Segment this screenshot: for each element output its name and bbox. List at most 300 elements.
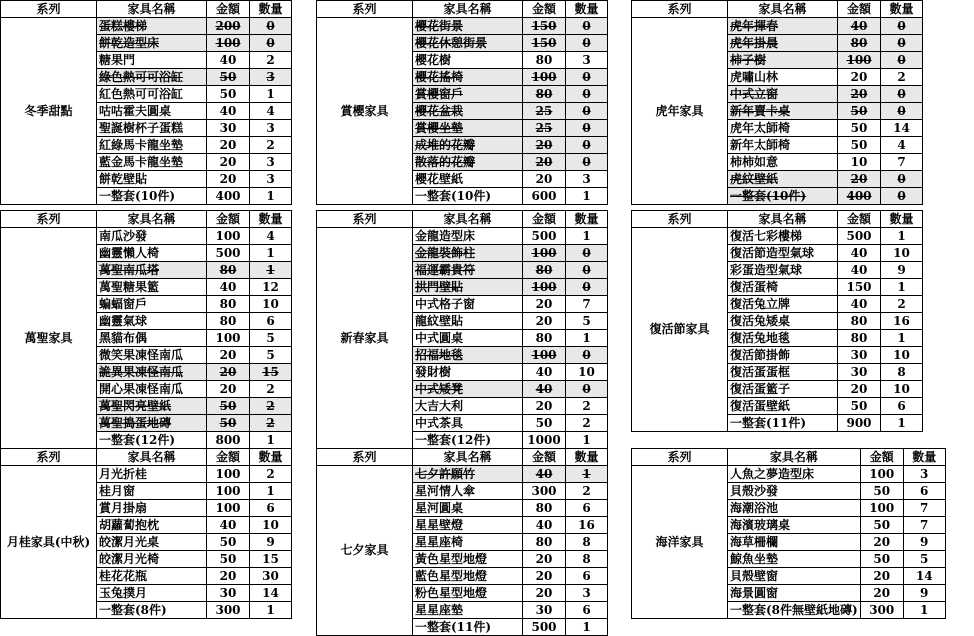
item-price: 30 xyxy=(838,347,881,364)
item-name: 人魚之夢造型床 xyxy=(728,466,861,483)
series-name: 冬季甜點 xyxy=(1,18,97,205)
item-price: 20 xyxy=(860,534,903,551)
item-price: 20 xyxy=(838,69,881,86)
item-name: 微笑果凍怪南瓜 xyxy=(97,347,207,364)
series-table xyxy=(316,210,608,449)
series-table xyxy=(0,448,292,619)
item-price: 100 xyxy=(523,69,566,86)
header-row xyxy=(317,449,608,466)
header-name: 家具名稱 xyxy=(728,449,861,466)
item-price: 20 xyxy=(860,568,903,585)
item-qty: 1 xyxy=(250,188,292,205)
item-name: 柿子樹 xyxy=(728,52,838,69)
item-qty: 4 xyxy=(881,137,923,154)
item-name: 蝙蝠窗戶 xyxy=(97,296,207,313)
header-price: 金額 xyxy=(523,1,566,18)
item-price: 20 xyxy=(207,171,250,188)
item-name: 復活節造型氣球 xyxy=(728,245,838,262)
item-qty: 12 xyxy=(250,279,292,296)
item-price: 500 xyxy=(523,228,566,245)
item-qty: 0 xyxy=(250,35,292,52)
item-name: 一整套(8件) xyxy=(97,602,207,619)
item-qty: 0 xyxy=(881,86,923,103)
header-name: 家具名稱 xyxy=(413,449,523,466)
item-name: 中式格子窗 xyxy=(413,296,523,313)
item-qty: 1 xyxy=(250,86,292,103)
item-name: 復活兔立牌 xyxy=(728,296,838,313)
item-name: 星星座墊 xyxy=(413,602,523,619)
item-price: 40 xyxy=(207,279,250,296)
item-qty: 1 xyxy=(881,330,923,347)
item-price: 40 xyxy=(838,296,881,313)
item-qty: 6 xyxy=(566,602,608,619)
item-qty: 2 xyxy=(566,398,608,415)
header-series: 系列 xyxy=(317,1,413,18)
item-price: 50 xyxy=(838,398,881,415)
item-qty: 0 xyxy=(881,103,923,120)
header-qty: 數量 xyxy=(250,1,292,18)
item-name: 黃色星型地燈 xyxy=(413,551,523,568)
item-qty: 0 xyxy=(566,279,608,296)
header-price: 金額 xyxy=(523,211,566,228)
item-price: 50 xyxy=(860,483,903,500)
item-qty: 0 xyxy=(566,381,608,398)
item-name: 櫻花盆栽 xyxy=(413,103,523,120)
item-name: 紅色熱可可浴缸 xyxy=(97,86,207,103)
item-name: 彩蛋造型氣球 xyxy=(728,262,838,279)
item-name: 中式圓桌 xyxy=(413,330,523,347)
item-price: 50 xyxy=(207,69,250,86)
item-name: 櫻花休憩街景 xyxy=(413,35,523,52)
item-qty: 15 xyxy=(250,551,292,568)
item-price: 800 xyxy=(207,432,250,449)
item-name: 星河情人傘 xyxy=(413,483,523,500)
item-price: 50 xyxy=(860,517,903,534)
item-price: 80 xyxy=(523,52,566,69)
series-name: 復活節家具 xyxy=(632,228,728,432)
header-qty: 數量 xyxy=(566,1,608,18)
item-qty: 1 xyxy=(566,330,608,347)
item-price: 80 xyxy=(207,296,250,313)
item-name: 新年太師椅 xyxy=(728,137,838,154)
item-name: 七夕許願竹 xyxy=(413,466,523,483)
item-qty: 10 xyxy=(250,517,292,534)
item-qty: 1 xyxy=(566,432,608,449)
item-price: 25 xyxy=(523,120,566,137)
item-qty: 3 xyxy=(250,120,292,137)
item-name: 星河圓桌 xyxy=(413,500,523,517)
header-row xyxy=(317,211,608,228)
item-price: 50 xyxy=(207,86,250,103)
item-price: 20 xyxy=(523,568,566,585)
item-price: 100 xyxy=(207,330,250,347)
item-name: 貝殼壁窗 xyxy=(728,568,861,585)
item-price: 20 xyxy=(523,313,566,330)
item-price: 150 xyxy=(523,18,566,35)
item-price: 300 xyxy=(523,483,566,500)
item-price: 30 xyxy=(207,120,250,137)
item-qty: 1 xyxy=(881,415,923,432)
item-price: 50 xyxy=(838,103,881,120)
item-name: 一整套(10件) xyxy=(728,188,838,205)
item-qty: 3 xyxy=(250,69,292,86)
item-name: 紅綠馬卡龍坐墊 xyxy=(97,137,207,154)
item-qty: 0 xyxy=(881,52,923,69)
item-price: 80 xyxy=(838,313,881,330)
item-name: 賞櫻窗戶 xyxy=(413,86,523,103)
item-qty: 2 xyxy=(250,137,292,154)
item-price: 40 xyxy=(838,245,881,262)
item-qty: 1 xyxy=(566,228,608,245)
item-name: 復活蛋椅 xyxy=(728,279,838,296)
item-name: 月光折桂 xyxy=(97,466,207,483)
item-price: 150 xyxy=(523,35,566,52)
item-name: 桂月窗 xyxy=(97,483,207,500)
item-name: 新年賣卡桌 xyxy=(728,103,838,120)
item-name: 福運霸貴符 xyxy=(413,262,523,279)
item-price: 20 xyxy=(523,154,566,171)
table-row xyxy=(317,228,608,245)
item-name: 復活蛋籃子 xyxy=(728,381,838,398)
item-name: 櫻花樹 xyxy=(413,52,523,69)
series-table xyxy=(316,448,608,636)
item-name: 皎潔月光椅 xyxy=(97,551,207,568)
item-qty: 14 xyxy=(250,585,292,602)
series-name: 虎年家具 xyxy=(632,18,728,205)
item-qty: 0 xyxy=(566,262,608,279)
item-name: 玉兔撲月 xyxy=(97,585,207,602)
item-name: 綠色熱可可浴缸 xyxy=(97,69,207,86)
header-price: 金額 xyxy=(207,1,250,18)
item-name: 龍紋壁貼 xyxy=(413,313,523,330)
item-qty: 5 xyxy=(903,551,945,568)
item-qty: 8 xyxy=(566,551,608,568)
item-name: 發財樹 xyxy=(413,364,523,381)
item-price: 80 xyxy=(523,330,566,347)
item-name: 海濱玻璃桌 xyxy=(728,517,861,534)
item-price: 30 xyxy=(207,585,250,602)
header-qty: 數量 xyxy=(903,449,945,466)
item-name: 萬聖閃亮壁紙 xyxy=(97,398,207,415)
item-qty: 1 xyxy=(566,188,608,205)
item-qty: 6 xyxy=(566,500,608,517)
item-name: 櫻花壁紙 xyxy=(413,171,523,188)
item-name: 鯨魚坐墊 xyxy=(728,551,861,568)
item-name: 海潮浴池 xyxy=(728,500,861,517)
item-name: 胡蘿蔔抱枕 xyxy=(97,517,207,534)
header-series: 系列 xyxy=(632,1,728,18)
item-price: 20 xyxy=(860,585,903,602)
series-table xyxy=(631,448,946,619)
item-name: 一整套(11件) xyxy=(728,415,838,432)
header-qty: 數量 xyxy=(566,449,608,466)
item-qty: 9 xyxy=(250,534,292,551)
item-qty: 1 xyxy=(566,619,608,636)
item-name: 幽靈氣球 xyxy=(97,313,207,330)
item-qty: 2 xyxy=(250,415,292,432)
series-table xyxy=(0,210,292,449)
header-row xyxy=(1,211,292,228)
item-name: 咕咕霍夫圓桌 xyxy=(97,103,207,120)
item-name: 櫻花搖椅 xyxy=(413,69,523,86)
item-qty: 10 xyxy=(250,296,292,313)
item-price: 100 xyxy=(523,347,566,364)
item-price: 25 xyxy=(523,103,566,120)
header-row xyxy=(632,211,923,228)
item-qty: 2 xyxy=(250,52,292,69)
item-qty: 3 xyxy=(566,52,608,69)
item-price: 200 xyxy=(207,18,250,35)
item-qty: 1 xyxy=(250,432,292,449)
item-name: 星星座椅 xyxy=(413,534,523,551)
header-name: 家具名稱 xyxy=(97,449,207,466)
item-qty: 10 xyxy=(566,364,608,381)
item-name: 虎年掛晨 xyxy=(728,35,838,52)
item-qty: 1 xyxy=(881,228,923,245)
header-series: 系列 xyxy=(1,449,97,466)
item-qty: 10 xyxy=(881,347,923,364)
table-row xyxy=(317,18,608,35)
item-price: 40 xyxy=(523,364,566,381)
item-qty: 2 xyxy=(250,398,292,415)
item-qty: 16 xyxy=(566,517,608,534)
item-price: 40 xyxy=(207,517,250,534)
series-name: 月桂家具(中秋) xyxy=(1,466,97,619)
item-price: 100 xyxy=(207,228,250,245)
item-name: 中式茶具 xyxy=(413,415,523,432)
item-name: 復活節掛飾 xyxy=(728,347,838,364)
item-qty: 2 xyxy=(881,296,923,313)
item-price: 20 xyxy=(523,137,566,154)
item-price: 40 xyxy=(838,262,881,279)
series-table xyxy=(631,210,923,432)
item-qty: 8 xyxy=(566,534,608,551)
item-price: 80 xyxy=(523,86,566,103)
item-name: 賞月掛扇 xyxy=(97,500,207,517)
item-name: 一整套(8件無壁紙地磚) xyxy=(728,602,861,619)
header-qty: 數量 xyxy=(881,1,923,18)
header-row xyxy=(317,1,608,18)
item-name: 虎嘯山林 xyxy=(728,69,838,86)
item-name: 柿柿如意 xyxy=(728,154,838,171)
item-qty: 0 xyxy=(566,347,608,364)
item-name: 餅乾造型床 xyxy=(97,35,207,52)
item-price: 30 xyxy=(523,602,566,619)
item-name: 萬聖糖果籃 xyxy=(97,279,207,296)
item-name: 蛋糕樓梯 xyxy=(97,18,207,35)
item-name: 復活兔地毯 xyxy=(728,330,838,347)
item-price: 150 xyxy=(838,279,881,296)
item-qty: 1 xyxy=(250,483,292,500)
item-name: 黑貓布偶 xyxy=(97,330,207,347)
item-price: 20 xyxy=(523,585,566,602)
table-row xyxy=(1,228,292,245)
header-row xyxy=(1,449,292,466)
item-qty: 1 xyxy=(881,279,923,296)
item-qty: 6 xyxy=(250,313,292,330)
table-row xyxy=(632,228,923,245)
item-price: 900 xyxy=(838,415,881,432)
item-name: 聖誕樹杯子蛋糕 xyxy=(97,120,207,137)
item-qty: 0 xyxy=(881,171,923,188)
item-price: 500 xyxy=(838,228,881,245)
item-price: 100 xyxy=(207,500,250,517)
item-name: 復活七彩樓梯 xyxy=(728,228,838,245)
item-qty: 14 xyxy=(881,120,923,137)
item-qty: 0 xyxy=(566,154,608,171)
item-name: 一整套(10件) xyxy=(97,188,207,205)
item-name: 海草柵欄 xyxy=(728,534,861,551)
item-qty: 10 xyxy=(881,381,923,398)
item-name: 成堆的花瓣 xyxy=(413,137,523,154)
item-price: 100 xyxy=(860,500,903,517)
item-price: 10 xyxy=(838,154,881,171)
item-name: 招福地毯 xyxy=(413,347,523,364)
item-price: 40 xyxy=(207,103,250,120)
header-price: 金額 xyxy=(838,1,881,18)
item-qty: 0 xyxy=(566,120,608,137)
item-name: 一整套(10件) xyxy=(413,188,523,205)
item-name: 一整套(12件) xyxy=(97,432,207,449)
header-name: 家具名稱 xyxy=(728,1,838,18)
item-price: 40 xyxy=(838,18,881,35)
item-price: 100 xyxy=(860,466,903,483)
item-price: 20 xyxy=(523,296,566,313)
item-qty: 5 xyxy=(566,313,608,330)
item-price: 20 xyxy=(207,347,250,364)
series-name: 新春家具 xyxy=(317,228,413,449)
item-qty: 0 xyxy=(566,245,608,262)
item-price: 20 xyxy=(838,381,881,398)
item-qty: 9 xyxy=(881,262,923,279)
item-name: 虎紋壁紙 xyxy=(728,171,838,188)
item-qty: 8 xyxy=(881,364,923,381)
item-price: 80 xyxy=(523,262,566,279)
item-qty: 9 xyxy=(903,585,945,602)
table-row xyxy=(632,18,923,35)
item-qty: 0 xyxy=(566,86,608,103)
item-price: 50 xyxy=(523,415,566,432)
item-name: 中式矮凳 xyxy=(413,381,523,398)
item-qty: 3 xyxy=(566,585,608,602)
item-qty: 2 xyxy=(250,381,292,398)
item-qty: 16 xyxy=(881,313,923,330)
item-qty: 6 xyxy=(250,500,292,517)
item-qty: 3 xyxy=(250,171,292,188)
item-name: 大吉大利 xyxy=(413,398,523,415)
item-name: 餅乾壁貼 xyxy=(97,171,207,188)
header-price: 金額 xyxy=(523,449,566,466)
item-price: 50 xyxy=(207,534,250,551)
item-price: 300 xyxy=(207,602,250,619)
item-price: 50 xyxy=(860,551,903,568)
item-price: 500 xyxy=(523,619,566,636)
item-qty: 3 xyxy=(250,154,292,171)
item-name: 復活蛋壁紙 xyxy=(728,398,838,415)
item-price: 50 xyxy=(207,551,250,568)
item-price: 80 xyxy=(838,35,881,52)
item-price: 20 xyxy=(207,568,250,585)
item-name: 一整套(11件) xyxy=(413,619,523,636)
item-qty: 5 xyxy=(250,347,292,364)
header-name: 家具名稱 xyxy=(413,1,523,18)
header-qty: 數量 xyxy=(250,211,292,228)
item-price: 20 xyxy=(838,86,881,103)
item-price: 400 xyxy=(207,188,250,205)
series-table xyxy=(0,0,292,205)
item-price: 80 xyxy=(207,262,250,279)
item-name: 復活兔矮桌 xyxy=(728,313,838,330)
item-price: 40 xyxy=(523,517,566,534)
item-qty: 2 xyxy=(881,69,923,86)
header-qty: 數量 xyxy=(250,449,292,466)
header-name: 家具名稱 xyxy=(413,211,523,228)
item-name: 幽靈懶人椅 xyxy=(97,245,207,262)
item-qty: 0 xyxy=(566,18,608,35)
item-qty: 1 xyxy=(566,466,608,483)
item-price: 100 xyxy=(523,245,566,262)
item-name: 南瓜沙發 xyxy=(97,228,207,245)
item-qty: 5 xyxy=(250,330,292,347)
item-qty: 2 xyxy=(250,466,292,483)
item-qty: 6 xyxy=(566,568,608,585)
item-qty: 7 xyxy=(903,500,945,517)
header-series: 系列 xyxy=(1,1,97,18)
item-qty: 9 xyxy=(903,534,945,551)
item-name: 開心果凍怪南瓜 xyxy=(97,381,207,398)
item-name: 復活蛋蛋框 xyxy=(728,364,838,381)
item-name: 拱門壁貼 xyxy=(413,279,523,296)
item-price: 600 xyxy=(523,188,566,205)
item-name: 一整套(12件) xyxy=(413,432,523,449)
item-name: 貝殼沙發 xyxy=(728,483,861,500)
item-price: 20 xyxy=(838,171,881,188)
item-price: 40 xyxy=(523,381,566,398)
header-price: 金額 xyxy=(207,449,250,466)
item-qty: 14 xyxy=(903,568,945,585)
item-price: 100 xyxy=(838,52,881,69)
item-price: 20 xyxy=(207,381,250,398)
item-price: 300 xyxy=(860,602,903,619)
item-name: 金龍裝飾柱 xyxy=(413,245,523,262)
item-price: 100 xyxy=(523,279,566,296)
item-name: 詭異果凍怪南瓜 xyxy=(97,364,207,381)
item-price: 80 xyxy=(838,330,881,347)
item-name: 桂花花瓶 xyxy=(97,568,207,585)
item-qty: 3 xyxy=(566,171,608,188)
header-row xyxy=(1,1,292,18)
item-name: 萬聖南瓜塔 xyxy=(97,262,207,279)
item-qty: 3 xyxy=(903,466,945,483)
header-qty: 數量 xyxy=(881,211,923,228)
item-price: 400 xyxy=(838,188,881,205)
item-price: 20 xyxy=(207,154,250,171)
item-price: 50 xyxy=(207,415,250,432)
item-qty: 7 xyxy=(903,517,945,534)
item-price: 30 xyxy=(838,364,881,381)
item-name: 萬聖搗蛋地磚 xyxy=(97,415,207,432)
item-qty: 1 xyxy=(250,262,292,279)
item-price: 40 xyxy=(207,52,250,69)
item-qty: 7 xyxy=(566,296,608,313)
item-price: 100 xyxy=(207,466,250,483)
item-qty: 2 xyxy=(566,415,608,432)
item-qty: 0 xyxy=(881,188,923,205)
series-name: 萬聖家具 xyxy=(1,228,97,449)
item-price: 20 xyxy=(523,551,566,568)
item-qty: 0 xyxy=(881,35,923,52)
item-name: 虎年太師椅 xyxy=(728,120,838,137)
